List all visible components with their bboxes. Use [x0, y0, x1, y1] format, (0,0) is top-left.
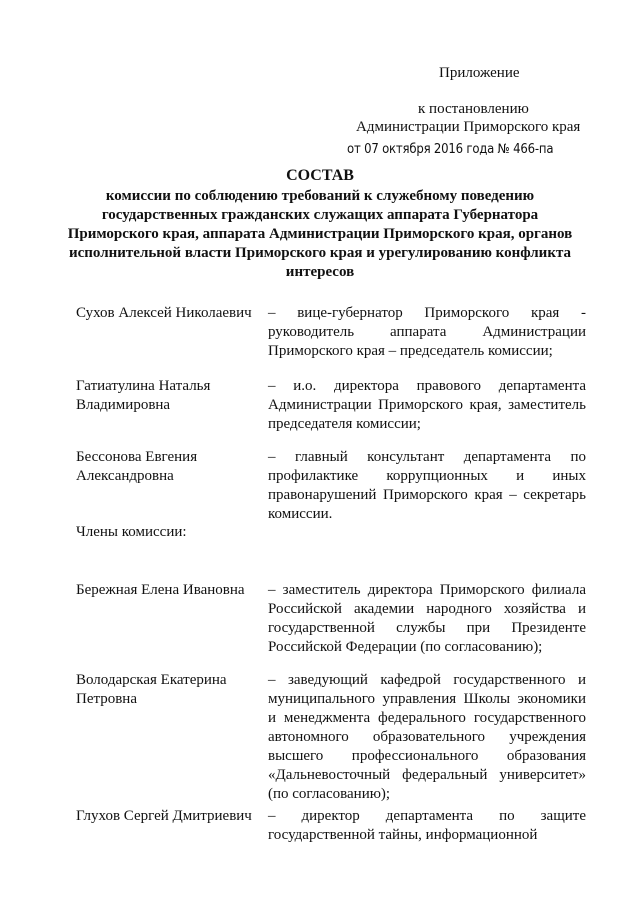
heading-subtitle: комиссии по соблюдению требований к служебному поведению государственных гражданских служащих аппарата Губернатора Приморского края, аппарата Администрации Приморского края, органов исполнительной власти Приморского края и урегулированию конфликта интересов [67, 188, 573, 280]
appendix-title: Приложение [439, 65, 520, 81]
heading-title: СОСТАВ [286, 167, 354, 184]
members-label: Члены комиссии: [76, 524, 187, 540]
entry-name: Гатиатулина Наталья Владимировна [76, 378, 211, 413]
appendix-line-1: к постановлению [418, 101, 529, 117]
entry-name: Бессонова Евгения Александровна [76, 449, 198, 484]
appendix-line-2: Администрации Приморского края [356, 119, 581, 135]
entry-description: – заведующий кафедрой государственного и муниципального управления Школы экономики и менеджмента федерального государственного автономного образовательного учреждения высшего профессионального образования «Дальневосточный федеральный университет» (по согласованию); [268, 672, 586, 802]
entry-name: Володарская Екатерина Петровна [76, 672, 227, 707]
entry-description: – директор департамента по защите государственной тайны, информационной [268, 808, 586, 843]
entry-description: – заместитель директора Приморского филиала Российской академии народного хозяйства и государственной службы при Президенте Российской Федерации (по согласованию); [268, 582, 586, 655]
appendix-line-3: от 07 октября 2016 года № 466-па [347, 142, 554, 157]
entry-name: Бережная Елена Ивановна [76, 582, 245, 598]
entry-name: Сухов Алексей Николаевич [76, 305, 252, 321]
document-heading [60, 166, 580, 282]
entry-description: – и.о. директора правового департамента Администрации Приморского края, заместитель председателя комиссии; [268, 378, 586, 432]
entry-description: – вице-губернатор Приморского края - руководитель аппарата Администрации Приморского края – председатель комиссии; [268, 305, 586, 359]
entry-description: – главный консультант департамента по профилактике коррупционных и иных правонарушений Приморского края – секретарь комиссии. [268, 449, 586, 522]
entry-name: Глухов Сергей Дмитриевич [76, 808, 252, 824]
